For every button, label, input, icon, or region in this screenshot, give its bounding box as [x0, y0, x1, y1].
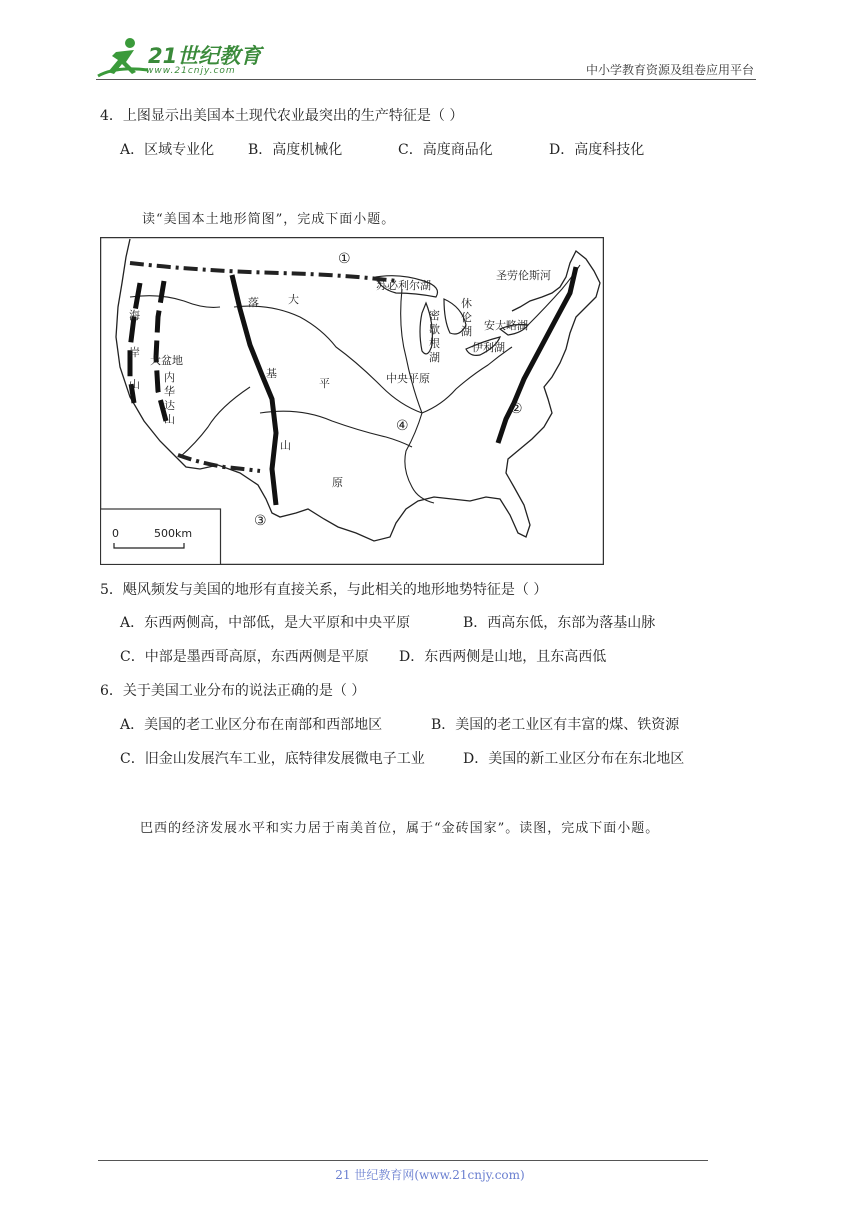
label-nevada-4: 山 — [164, 413, 175, 426]
label-circle-2: ② — [510, 401, 523, 417]
scale-km: 500km — [154, 527, 193, 540]
q4-stem: 4．上图显示出美国本土现代农业最突出的生产特征是（ ） — [100, 108, 464, 124]
label-circle-4: ④ — [396, 418, 409, 434]
label-michigan-2: 歇 — [429, 323, 440, 336]
q4-option-d[interactable]: D．高度科技化 — [549, 142, 645, 158]
platform-name: 中小学教育资源及组卷应用平台 — [585, 63, 754, 77]
label-nevada-3: 达 — [164, 399, 175, 412]
label-plains-2: 平 — [319, 377, 330, 390]
label-rocky-2: 基 — [266, 367, 277, 380]
q5-option-d[interactable]: D．东西两侧是山地，且东高西低 — [399, 649, 607, 665]
q6-option-c[interactable]: C．旧金山发展汽车工业，底特律发展微电子工业 — [120, 751, 425, 767]
q5-stem: 5．飓风频发与美国的地形有直接关系，与此相关的地形地势特征是（ ） — [100, 582, 548, 598]
q5-option-a[interactable]: A．东西两侧高，中部低，是大平原和中央平原 — [120, 615, 411, 631]
label-coast-3: 山 — [129, 378, 140, 391]
logo-url: www.21cnjy.com — [146, 66, 236, 76]
header-divider — [96, 79, 756, 80]
footer-text[interactable]: 21 世纪教育网(www.21cnjy.com) — [335, 1168, 525, 1182]
label-nevada-2: 华 — [164, 385, 175, 398]
scale-zero: 0 — [112, 527, 119, 540]
q6-option-d[interactable]: D．美国的新工业区分布在东北地区 — [463, 751, 685, 767]
label-coast-1: 海 — [129, 309, 140, 322]
label-st-lawrence: 圣劳伦斯河 — [496, 269, 551, 282]
q6-option-a[interactable]: A．美国的老工业区分布在南部和西部地区 — [120, 717, 383, 733]
label-huron-1: 休 — [461, 297, 472, 310]
q4-option-c[interactable]: C．高度商品化 — [398, 142, 493, 158]
footer-divider — [98, 1160, 708, 1161]
label-lake-erie: 伊利湖 — [472, 341, 505, 354]
q6-stem: 6．关于美国工业分布的说法正确的是（ ） — [100, 683, 366, 699]
label-rocky-3: 山 — [280, 439, 291, 452]
label-central-plain: 中央平原 — [386, 372, 430, 385]
label-michigan-4: 湖 — [429, 351, 440, 364]
q5-option-c[interactable]: C．中部是墨西哥高原，东西两侧是平原 — [120, 649, 369, 665]
label-great-basin: 大盆地 — [150, 354, 183, 367]
q6-option-b[interactable]: B．美国的老工业区有丰富的煤、铁资源 — [431, 717, 680, 733]
label-lake-ontario: 安大略湖 — [484, 319, 528, 332]
us-terrain-map — [100, 237, 604, 565]
label-huron-2: 伦 — [461, 311, 472, 324]
label-circle-1: ① — [338, 251, 351, 267]
label-huron-3: 湖 — [461, 325, 472, 338]
label-lake-superior: 苏必利尔湖 — [376, 279, 431, 292]
label-circle-3: ③ — [254, 513, 267, 529]
label-coast-2: 岸 — [129, 346, 140, 359]
label-michigan-1: 密 — [429, 309, 440, 322]
label-rocky-1: 落 — [248, 296, 259, 309]
map-intro: 读“美国本土地形简图”，完成下面小题。 — [142, 212, 396, 227]
brazil-intro: 巴西的经济发展水平和实力居于南美首位，属于“金砖国家”。读图，完成下面小题。 — [140, 821, 660, 836]
q5-option-b[interactable]: B．西高东低，东部为落基山脉 — [463, 615, 656, 631]
label-michigan-3: 根 — [429, 337, 440, 350]
label-plains-3: 原 — [332, 476, 343, 489]
label-plains-1: 大 — [288, 293, 299, 306]
q4-option-a[interactable]: A．区域专业化 — [120, 142, 215, 158]
logo-text: 21世纪教育 — [148, 44, 262, 68]
q4-option-b[interactable]: B．高度机械化 — [248, 142, 343, 158]
label-nevada-1: 内 — [164, 371, 175, 384]
